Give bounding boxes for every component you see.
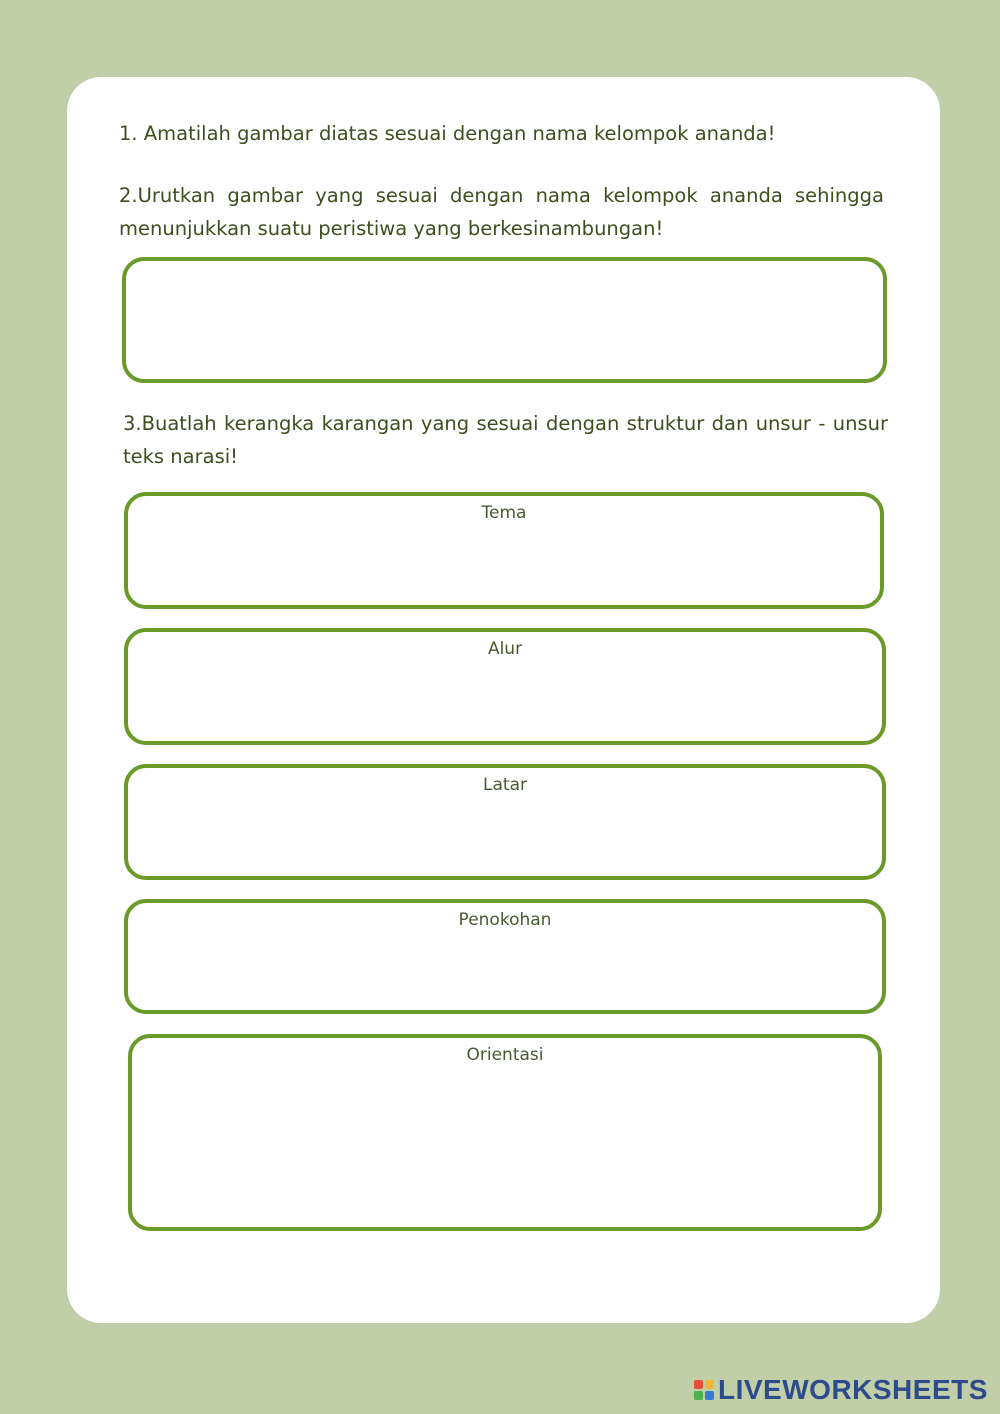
box-label-latar: Latar	[483, 775, 527, 795]
answer-box-latar[interactable]	[124, 764, 886, 880]
answer-box-orientasi[interactable]	[128, 1034, 882, 1231]
worksheet-card	[67, 77, 940, 1323]
answer-box-alur[interactable]	[124, 628, 886, 745]
brand-name: LIVEWORKSHEETS	[718, 1374, 988, 1405]
logo-square-4	[705, 1391, 714, 1400]
question-2: 2.Urutkan gambar yang sesuai dengan nama kelompok ananda sehingga menunjukkan suatu peristiwa yang berkesinambungan!	[119, 184, 884, 240]
answer-box-penokohan[interactable]	[124, 899, 886, 1014]
liveworksheets-logo-icon	[694, 1380, 714, 1400]
box-label-tema: Tema	[481, 503, 527, 523]
logo-square-1	[694, 1380, 703, 1389]
question-1: 1. Amatilah gambar diatas sesuai dengan nama kelompok ananda!	[119, 122, 776, 145]
logo-square-3	[694, 1391, 703, 1400]
answer-box-tema[interactable]	[124, 492, 884, 609]
box-label-orientasi: Orientasi	[466, 1045, 544, 1065]
logo-square-2	[705, 1380, 714, 1389]
question-3: 3.Buatlah kerangka karangan yang sesuai dengan struktur dan unsur - unsur teks narasi!	[123, 412, 888, 468]
answer-box-sequence[interactable]	[122, 257, 887, 383]
liveworksheets-brand	[694, 1375, 988, 1405]
box-label-alur: Alur	[487, 639, 523, 659]
box-label-penokohan: Penokohan	[458, 910, 552, 930]
